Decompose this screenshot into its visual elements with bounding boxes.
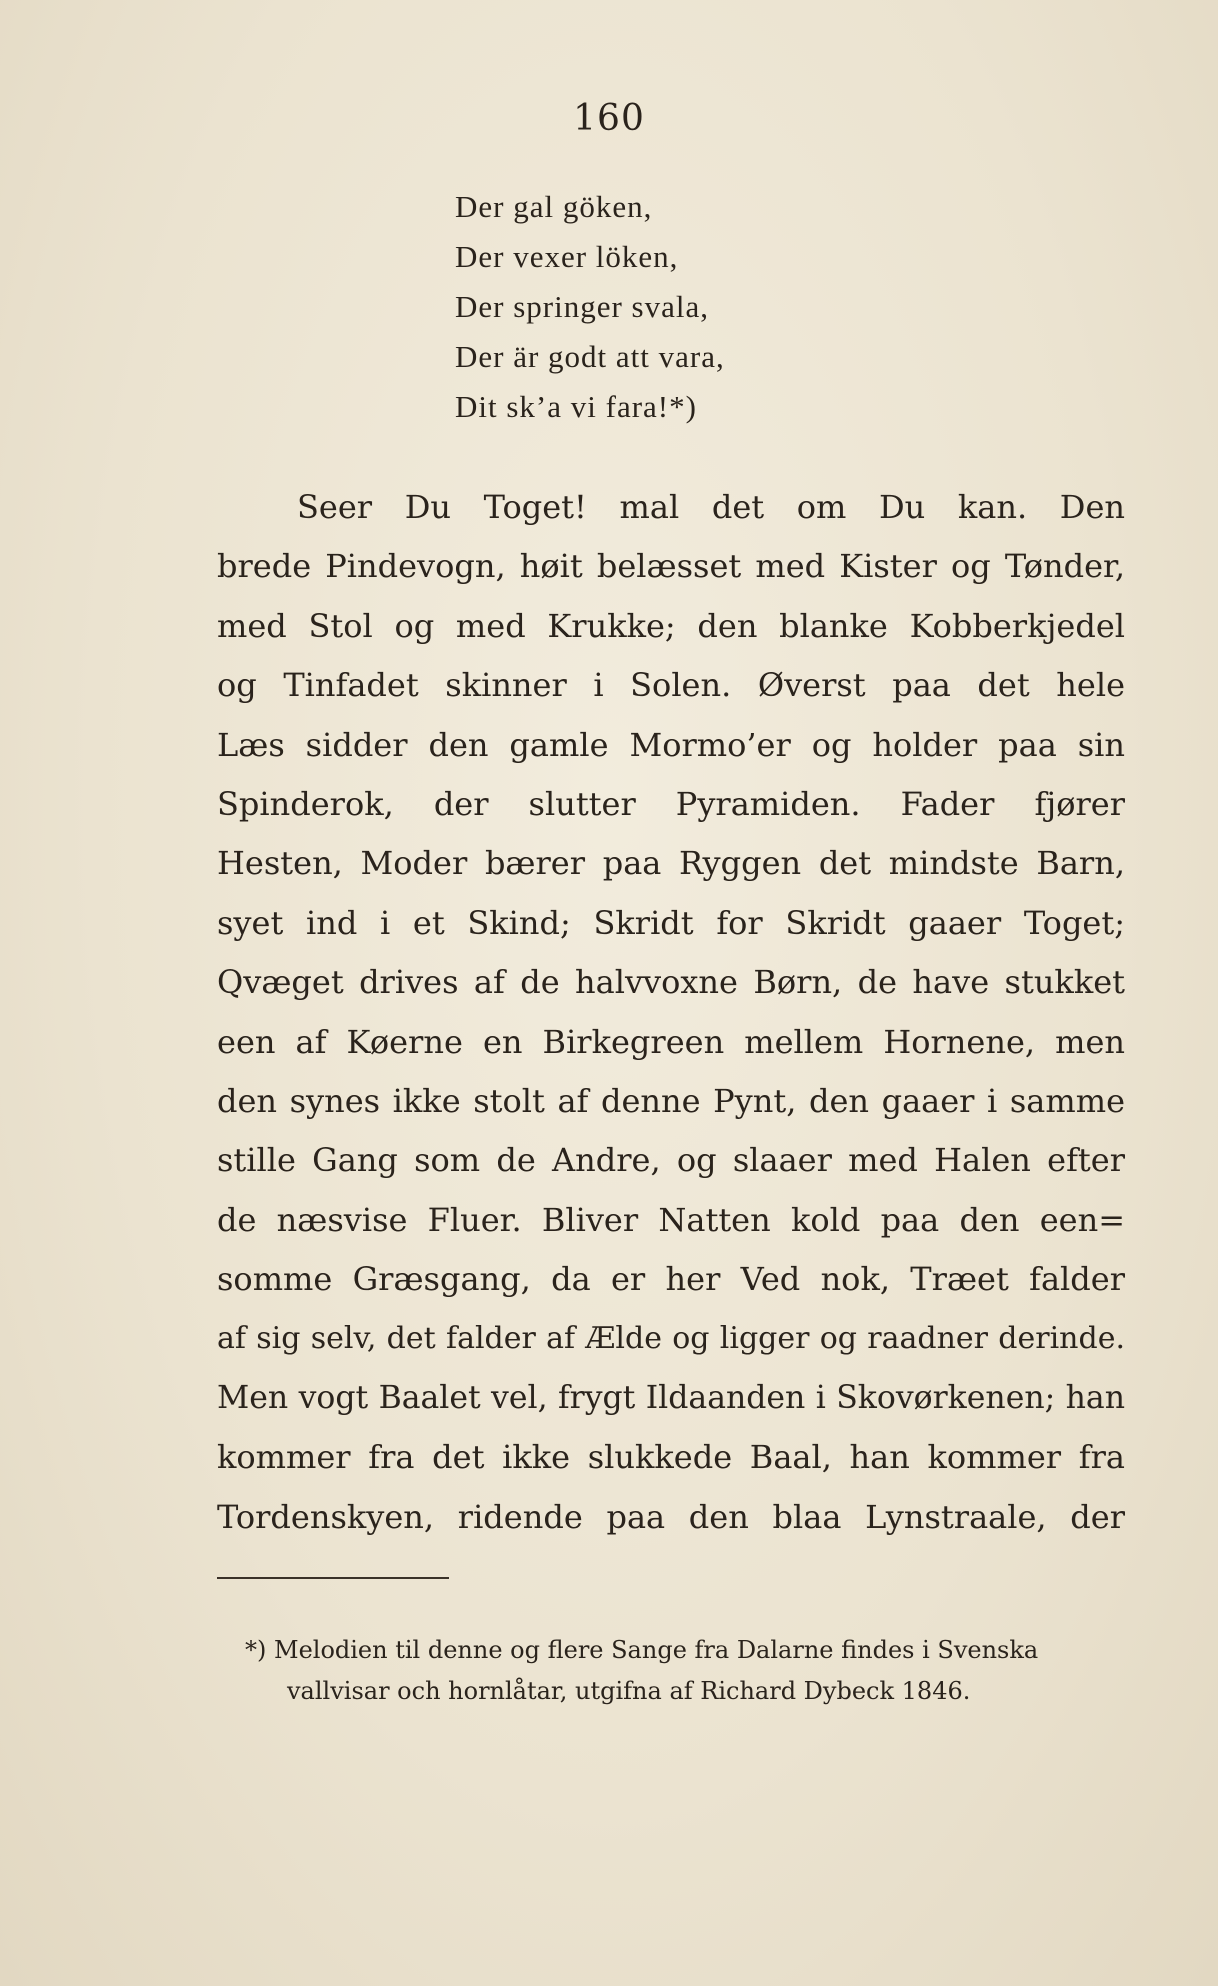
prose-line: stille Gang som de Andre, og slaaer med Halen efter <box>217 1141 1125 1180</box>
poem-line: Der vexer löken, <box>455 239 679 274</box>
prose-line: af sig selv, det falder af Ælde og ligger og raadner derinde. <box>217 1321 1125 1357</box>
prose-paragraph <box>217 478 1125 1547</box>
prose-line: de næsvise Fluer. Bliver Natten kold paa den een= <box>217 1200 1125 1239</box>
prose-line: kommer fra det ikke slukkede Baal, han kommer fra <box>217 1438 1125 1477</box>
prose-line: Seer Du Toget! mal det om Du kan. Den <box>297 488 1125 526</box>
prose-line: med Stol og med Krukke; den blanke Kobberkjedel <box>217 606 1125 645</box>
prose-line: Tordenskyen, ridende paa den blaa Lynstraale, der <box>217 1497 1125 1536</box>
prose-line: brede Pindevogn, høit belæsset med Kister og Tønder, <box>217 547 1125 586</box>
prose-line: Qvæget drives af de halvvoxne Børn, de have stukket <box>217 963 1125 1002</box>
prose-line: Hesten, Moder bærer paa Ryggen det mindste Barn, <box>217 844 1125 883</box>
prose-line: den synes ikke stolt af denne Pynt, den gaaer i samme <box>217 1081 1125 1120</box>
prose-line: syet ind i et Skind; Skridt for Skridt gaaer Toget; <box>217 903 1125 942</box>
poem-line: Der är godt att vara, <box>455 339 725 374</box>
prose-line: Spinderok, der slutter Pyramiden. Fader fjører <box>217 784 1125 823</box>
poem-stanza <box>455 182 975 432</box>
prose-line: og Tinfadet skinner i Solen. Øverst paa det hele <box>217 666 1125 705</box>
footnote-line: *) Melodien til denne og flere Sange fra Dalarne findes i Svenska <box>245 1636 1039 1664</box>
poem-line: Der gal göken, <box>455 189 653 224</box>
footnote-divider <box>217 1577 449 1579</box>
footnote-line: vallvisar och hornlåtar, utgifna af Richard Dybeck 1846. <box>287 1677 971 1705</box>
page-number: 160 <box>573 98 645 139</box>
footnote <box>245 1630 1125 1712</box>
prose-line: Men vogt Baalet vel, frygt Ildaanden i Skovørkenen; han <box>217 1379 1125 1416</box>
prose-line: Læs sidder den gamle Mormo’er og holder paa sin <box>217 725 1125 764</box>
poem-line: Dit sk’a vi fara!*) <box>455 389 697 424</box>
poem-line: Der springer svala, <box>455 289 709 324</box>
prose-line: een af Køerne en Birkegreen mellem Hornene, men <box>217 1022 1125 1061</box>
prose-line: somme Græsgang, da er her Ved nok, Træet falder <box>217 1260 1125 1299</box>
